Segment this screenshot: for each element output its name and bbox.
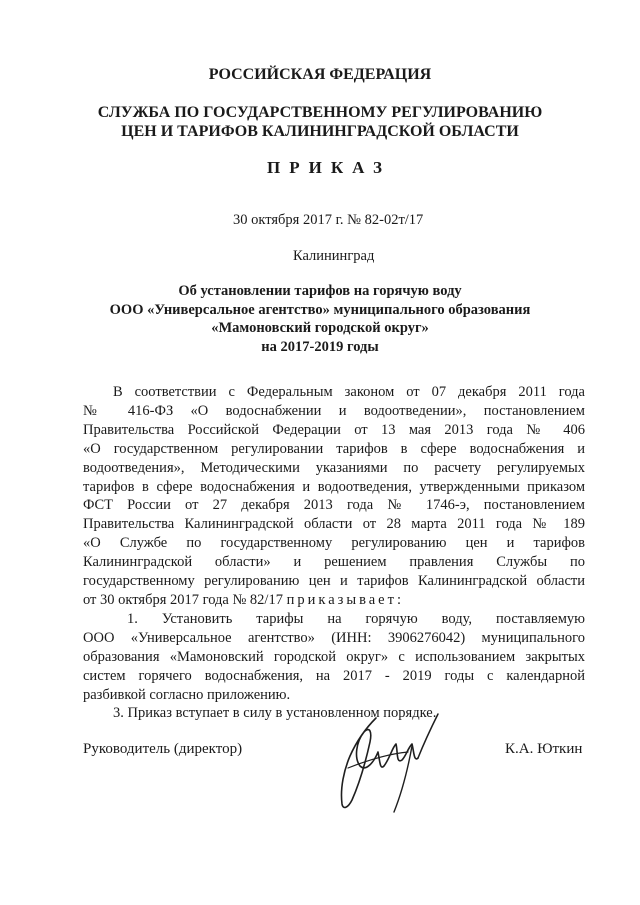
body-line: «О Службе по государственному регулированию цен и тарифов: [83, 535, 585, 552]
item1-line: систем горячего водоснабжения, на 2017 - 2019 годы с календарной: [83, 667, 585, 684]
title-line1: Об установлении тарифов на горячую воду: [178, 283, 462, 299]
body-line: Правительства Калининградской области от 28 марта 2011 года № 189: [83, 516, 585, 533]
document-type: ПРИКАЗ: [267, 158, 391, 177]
signer-name: К.А. Юткин: [505, 741, 583, 757]
country-heading: РОССИЙСКАЯ ФЕДЕРАЦИЯ: [208, 66, 432, 83]
date-number: 30 октября 2017 г. № 82-02т/17: [233, 212, 424, 228]
item1-line: ООО «Универсальное агентство» (ИНН: 3906276042) муниципального: [83, 629, 585, 646]
item1-line: 1. Установить тарифы на горячую воду, поставляемую: [127, 610, 585, 627]
body-line: [83, 591, 585, 610]
agency-heading-line1: СЛУЖБА ПО ГОСУДАРСТВЕННОМУ РЕГУЛИРОВАНИЮ: [97, 104, 543, 121]
order-date: от 30 октября 2017 года № 82/17: [83, 591, 283, 608]
body-text: [83, 383, 585, 723]
body-line: Правительства Российской Федерации от 13 мая 2013 года № 406: [83, 421, 585, 438]
body-line: В соответствии с Федеральным законом от 07 декабря 2011 года: [113, 384, 585, 400]
city: Калининград: [293, 248, 375, 264]
agency-heading-line2: ЦЕН И ТАРИФОВ КАЛИНИНГРАДСКОЙ ОБЛАСТИ: [121, 123, 519, 140]
signer-position: Руководитель (директор): [83, 741, 243, 757]
body-line: № 416-ФЗ «О водоснабжении и водоотведении», постановлением: [83, 402, 585, 419]
item1-line: разбивкой согласно приложению.: [83, 686, 291, 703]
item1-line: образования «Мамоновский городской округ» с использованием закрытых: [83, 648, 585, 665]
body-line: государственному регулированию цен и тарифов Калининградской области: [83, 573, 585, 590]
body-line: Калининградской области» и решением правления Службы по: [83, 554, 585, 571]
item3-line: 3. Приказ вступает в силу в установленном порядке.: [113, 705, 437, 722]
body-line: тарифов в сфере водоснабжения и водоотведения, утвержденными приказом: [83, 478, 585, 495]
title-line3: «Мамоновский городской округ»: [211, 320, 429, 336]
order-verb: приказывает:: [286, 591, 404, 608]
body-line: ФСТ России от 27 декабря 2013 года № 1746-э, постановлением: [83, 497, 585, 514]
handwritten-signature: [318, 708, 448, 818]
title-line4: на 2017-2019 годы: [261, 339, 379, 355]
title-line2: ООО «Универсальное агентство» муниципального образования: [109, 302, 531, 318]
body-line: «О государственном регулировании тарифов в сфере водоснабжения и: [83, 440, 585, 457]
body-line: водоотведения», Методическими указаниями по расчету регулируемых: [83, 459, 585, 476]
